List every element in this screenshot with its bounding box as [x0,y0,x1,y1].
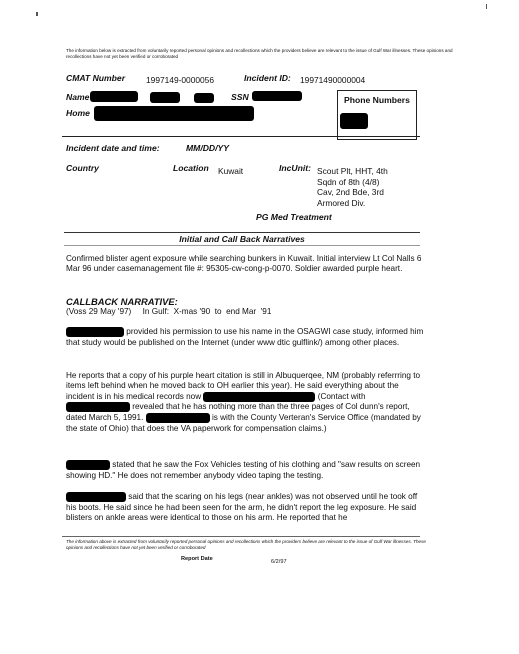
incunit-line: Sqdn of 8th (4/8) [317,176,380,187]
header-disclaimer: The information below is extracted from voluntarily reported personal opinions and recollections which the providers believe are relevant to the issue of Gulf War illnesses. These opinions and recollections have not yet been verified or corroborated [66,48,453,59]
footer-rule [62,536,420,537]
section-title: Initial and Call Back Narratives [179,234,305,244]
ssn-label: SSN [231,92,249,102]
incunit-line: Scout Plt, HHT, 4th [317,166,388,176]
incunit-line: Cav, 2nd Bde, 3rd [317,187,384,197]
redaction-name-2 [150,92,180,103]
incunit-line: Armored Div. [317,197,366,208]
narrative-p5: said that the scaring on his legs (near ankles) was not observed until he took off his boots. He said since he had been seen for the arm, he didn't report the leg exposure. He said blisters on ankle areas were identical to those on his arm. He reported that he [66,492,418,522]
incunit-value [317,166,388,208]
incident-id-value: 19971490000004 [300,75,366,85]
redaction [66,460,110,470]
redaction [146,413,210,423]
redaction-phone [340,113,368,129]
redaction [66,402,130,412]
location-value: Kuwait [218,166,244,176]
pg-med-label: PG Med Treatment [256,212,332,222]
section-title-bar [64,232,420,246]
footer-disclaimer: The information above is extracted from voluntarily reported personal opinions and recollections which the providers believe are relevant to the issue of Gulf War illnesses. These opinions and recollections have not yet been verified or corroborated [66,539,426,550]
redaction-ssn [252,91,302,101]
home-label: Home [66,108,90,118]
phone-label: Phone Numbers [344,95,410,105]
incident-date-value: MM/DD/YY [186,143,229,153]
callback-subtitle: (Voss 29 May '97) In Gulf: X-mas '90 to end Mar '91 [66,307,272,316]
narrative-p1: Confirmed blister agent exposure while searching bunkers in Kuwait. Initial interview Lt Col Nalls 6 Mar 96 under casemanagement file #: 95305-cw-cong-p-0070. Soldier awarded purple heart. [66,254,422,274]
scan-mark-top [36,12,38,16]
narrative-p4: stated that he saw the Fox Vehicles testing of his clothing and "saw results on screen showing HD." He does not remember anybody video taping the testing. [66,460,421,480]
incident-date-label: Incident date and time: [66,143,160,153]
phone-numbers-box [337,90,417,140]
scan-mark-top-right [486,4,487,9]
callback-title: CALLBACK NARRATIVE: [66,296,178,307]
redaction [203,392,315,402]
redaction-name-3 [194,93,214,103]
redaction-home [94,106,254,121]
report-date-value: 6/2/97 [271,559,287,565]
name-label: Name [66,92,90,102]
country-label: Country [66,163,99,173]
cmat-label: CMAT Number [66,73,126,83]
narrative-p3: He reports that a copy of his purple heart citation is still in Albuquerqee, NM (probably referrring to items left behind when he moved back to OH earlier this year). He said everything about the incident is in his medical records now (Contact with revealed that he has nothing more than the three pages of Col dunn's report, dated March 5, 1991. is with the County Verteran's Service Office (mandated by the state of Ohio) that does the VA paperwork for compensation claims.) [66,371,421,433]
cmat-value: 1997149-0000056 [146,75,214,85]
header-rule [62,136,420,137]
narrative-p2: provided his permission to use his name in the OSAGWI case study, informed him that study would be published on the Internet (under www dtic gulflink/) among other places. [66,327,424,347]
redaction [66,492,126,502]
location-label: Location [173,163,209,173]
report-date-label: Report Date [181,556,213,562]
incunit-label: IncUnit: [279,163,311,173]
redaction [66,327,124,337]
incident-id-label: Incident ID: [244,73,291,83]
redaction-name-1 [90,91,138,102]
